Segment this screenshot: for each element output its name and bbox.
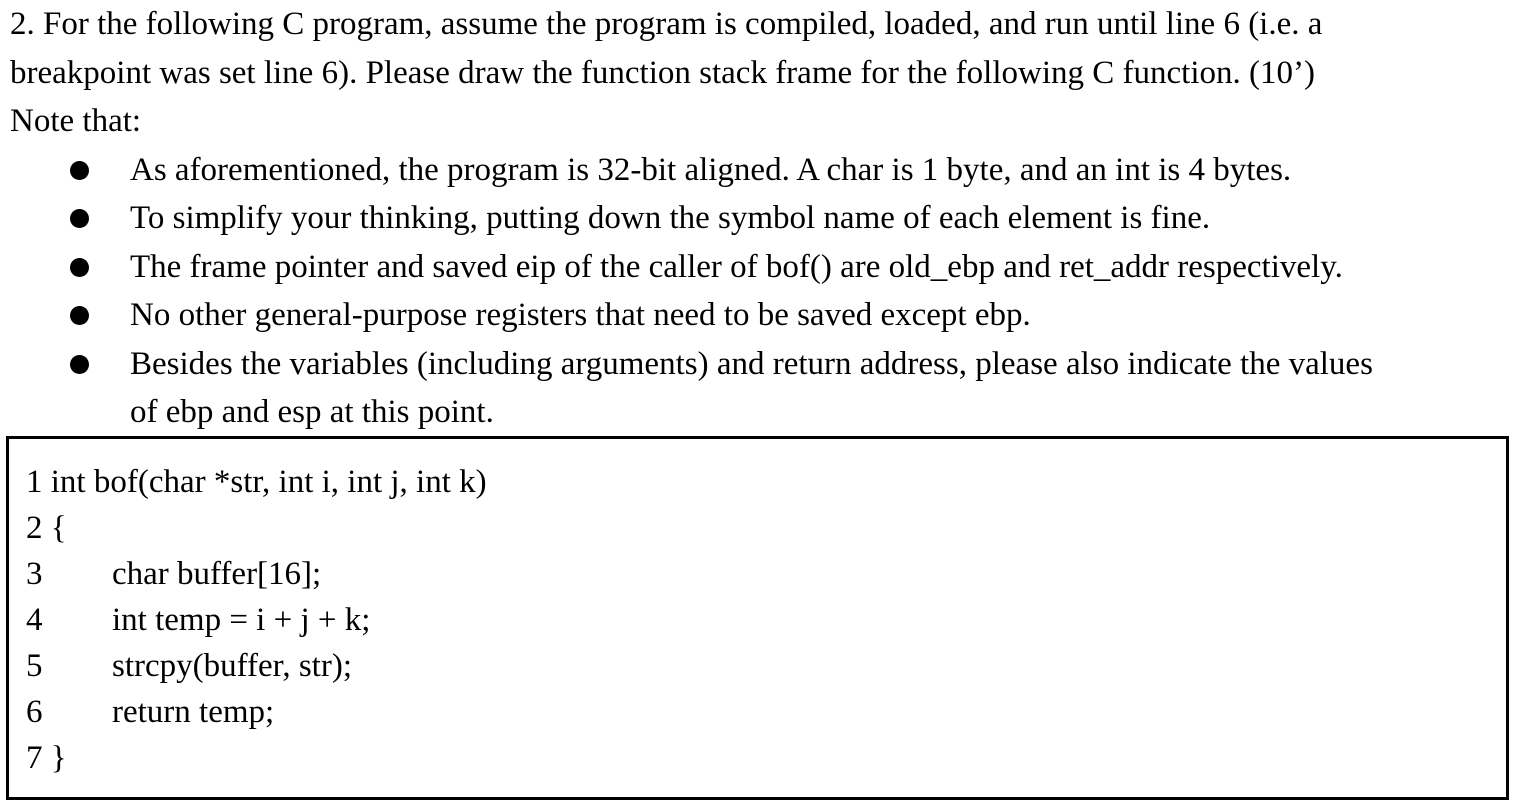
note-bullet-list	[10, 146, 1515, 437]
code-line-7	[26, 735, 67, 781]
line-number: 5	[26, 648, 43, 684]
code-line-1	[26, 459, 487, 505]
note-bullet-text: The frame pointer and saved eip of the caller of bof() are old_ebp and ret_addr respectively.	[130, 248, 1343, 285]
note-bullet	[10, 194, 1515, 243]
note-bullet-text: No other general-purpose registers that need to be saved except ebp.	[130, 297, 1031, 333]
code-text: int temp = i + j + k;	[112, 602, 371, 638]
code-text: strcpy(buffer, str);	[112, 648, 352, 684]
note-label: Note that:	[10, 103, 142, 139]
line-number: 3	[26, 556, 43, 592]
code-line-5	[26, 643, 352, 689]
bullet-dot-icon	[70, 209, 89, 228]
bullet-dot-icon	[70, 355, 89, 374]
code-text: char buffer[16];	[112, 556, 322, 592]
note-bullet	[10, 291, 1515, 340]
line-number: 4	[26, 602, 43, 638]
bullet-dot-icon	[70, 258, 89, 277]
note-bullet-text: To simplify your thinking, putting down the symbol name of each element is fine.	[130, 200, 1211, 236]
line-number: 7	[26, 740, 43, 776]
code-text: }	[42, 740, 67, 776]
bullet-dot-icon	[70, 306, 89, 325]
bullet-dot-icon	[70, 161, 89, 180]
line-number: 2	[26, 510, 43, 546]
line-number: 6	[26, 694, 43, 730]
note-bullet	[10, 340, 1515, 437]
note-bullet	[10, 243, 1515, 292]
note-bullet-continuation: of ebp and esp at this point.	[130, 394, 494, 430]
note-bullet	[10, 146, 1515, 195]
question-text	[10, 0, 1515, 437]
note-bullet-text: Besides the variables (including arguments) and return address, please also indicate the values	[130, 345, 1373, 382]
code-line-3	[26, 551, 321, 597]
code-text: return temp;	[112, 694, 275, 730]
note-bullet-text: As aforementioned, the program is 32-bit aligned. A char is 1 byte, and an int is 4 bytes.	[130, 151, 1292, 188]
code-text: int bof(char *str, int i, int j, int k)	[42, 464, 487, 500]
line-number: 1	[26, 464, 43, 500]
code-listing-box	[6, 436, 1509, 800]
question-intro-line-2: breakpoint was set line 6). Please draw the function stack frame for the following C function. (10’)	[10, 54, 1315, 91]
code-line-2	[26, 505, 67, 551]
code-line-6	[26, 689, 274, 735]
question-intro-line-1: 2. For the following C program, assume the program is compiled, loaded, and run until line 6 (i.e. a	[10, 6, 1323, 42]
code-line-4	[26, 597, 370, 643]
code-text: {	[42, 510, 67, 546]
